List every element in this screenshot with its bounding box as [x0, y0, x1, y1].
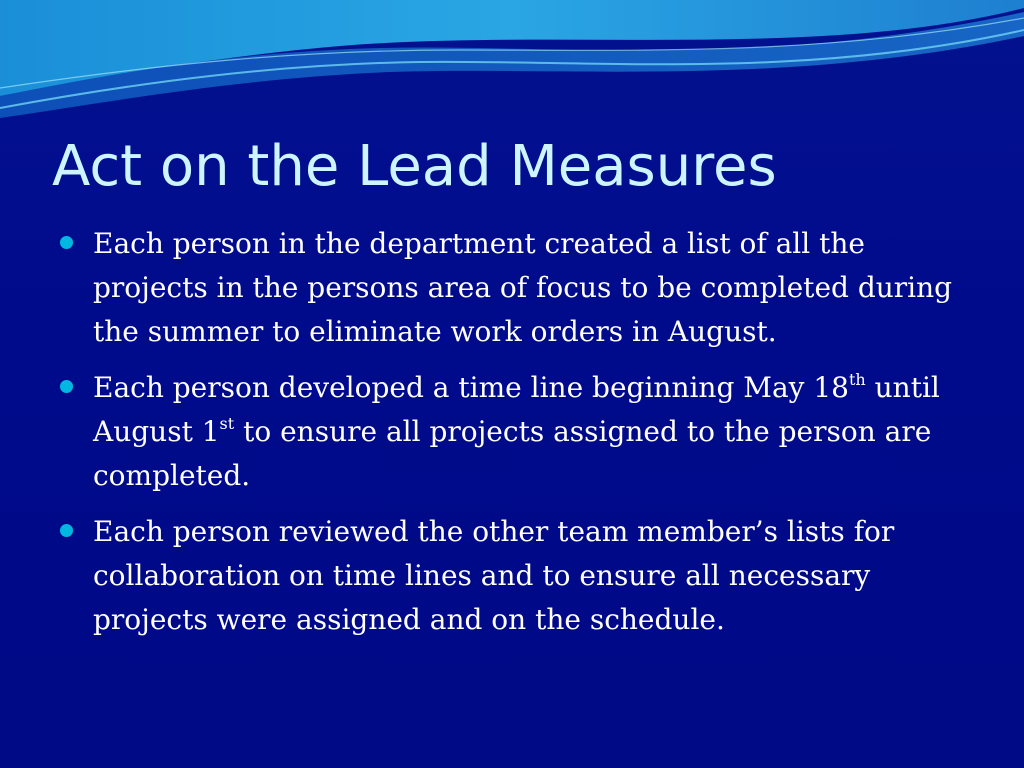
bullet-text-part: Each person developed a time line beginning May 18	[93, 371, 849, 404]
bullet-text: Each person in the department created a list of all the projects in the persons area of focus to be completed during the summer to eliminate work orders in August.	[93, 227, 953, 348]
bullet-item	[60, 510, 960, 642]
bullet-item	[60, 222, 960, 354]
ordinal-suffix: th	[849, 370, 866, 389]
bullet-dot-icon	[60, 524, 73, 537]
bullet-text-part: to ensure all projects assigned to the person are completed.	[93, 415, 932, 492]
bullet-dot-icon	[60, 236, 73, 249]
ordinal-suffix: st	[219, 414, 235, 433]
bullet-text-part: until August 1	[93, 371, 940, 448]
bullet-list	[60, 222, 960, 654]
slide-title: Act on the Lead Measures	[52, 134, 777, 199]
bullet-dot-icon	[60, 380, 73, 393]
bullet-item	[60, 366, 960, 498]
bullet-text: Each person reviewed the other team member’s lists for collaboration on time lines and to ensure all necessary projects were assigned and on the schedule.	[93, 515, 895, 636]
decorative-waves	[0, 0, 1024, 130]
bullet-text	[93, 371, 940, 492]
